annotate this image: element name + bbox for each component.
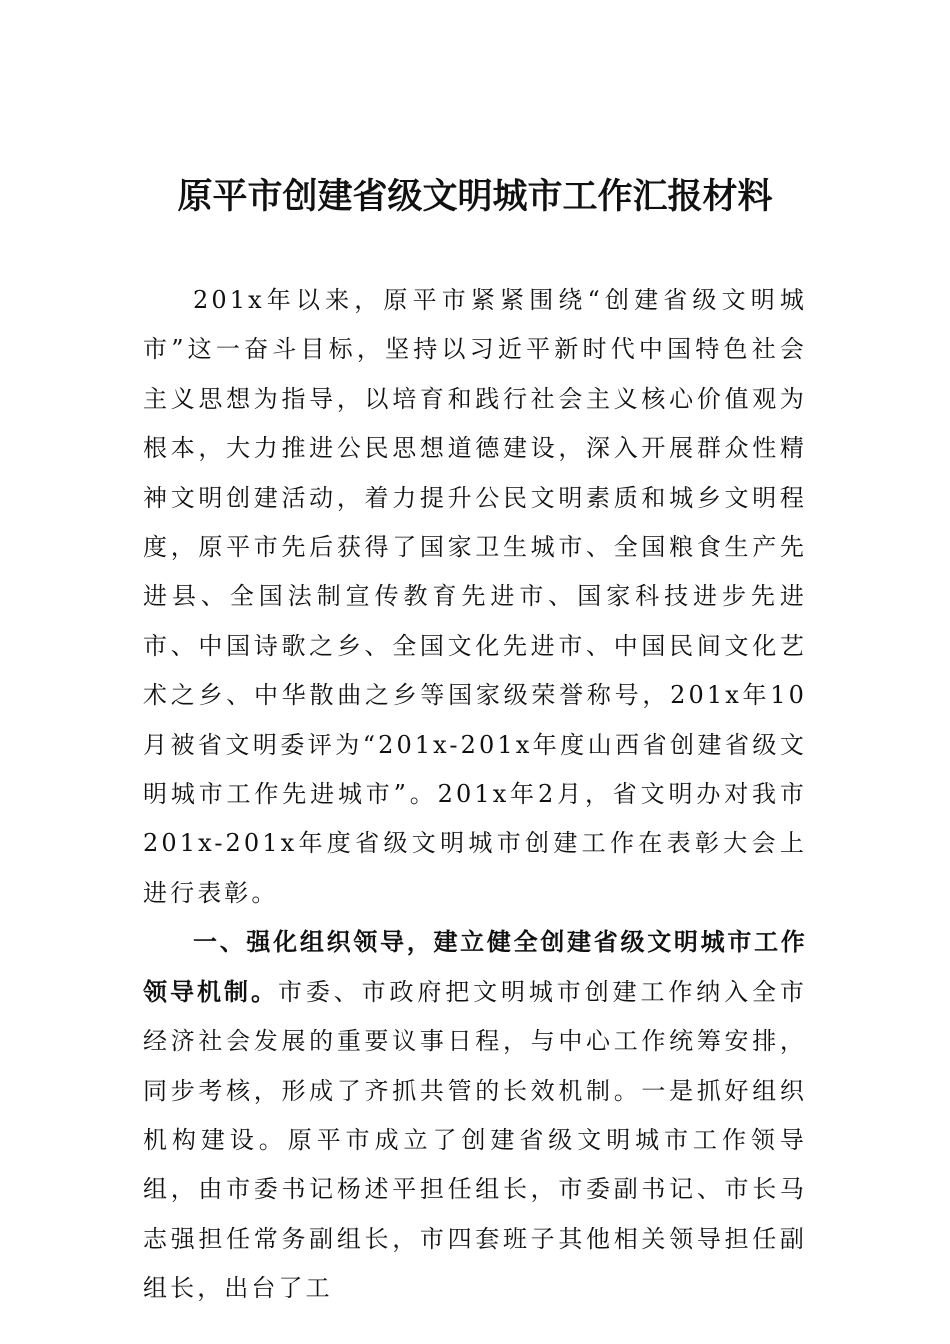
- document-title: 原平市创建省级文明城市工作汇报材料: [177, 176, 773, 217]
- section-1-paragraph: [143, 918, 807, 1313]
- section-1-text: 市委、市政府把文明城市创建工作纳入全市经济社会发展的重要议事日程，与中心工作统筹安排，同步考核，形成了齐抓共管的长效机制。一是抓好组织机构建设。原平市成立了创建省级文明城市工作领导组，由市委书记杨述平担任组长，市委副书记、市长马志强担任常务副组长，市四套班子其他相关领导担任副组长，出台了工: [143, 977, 807, 1303]
- intro-paragraph: 201x年以来，原平市紧紧围绕“创建省级文明城市”这一奋斗目标，坚持以习近平新时代中国特色社会主义思想为指导，以培育和践行社会主义核心价值观为根本，大力推进公民思想道德建设，深入开展群众性精神文明创建活动，着力提升公民文明素质和城乡文明程度，原平市先后获得了国家卫生城市、全国粮食生产先进县、全国法制宣传教育先进市、国家科技进步先进市、中国诗歌之乡、全国文化先进市、中国民间文化艺术之乡、中华散曲之乡等国家级荣誉称号，201x年10月被省文明委评为“201x-201x年度山西省创建省级文明城市工作先进城市”。201x年2月，省文明办对我市201x-201x年度省级文明城市创建工作在表彰大会上进行表彰。: [143, 286, 807, 907]
- document-body: [143, 276, 807, 1314]
- section-1-heading: 一、强化组织领导，建立健全创建省级文明城市工作领导机制。: [143, 928, 807, 1006]
